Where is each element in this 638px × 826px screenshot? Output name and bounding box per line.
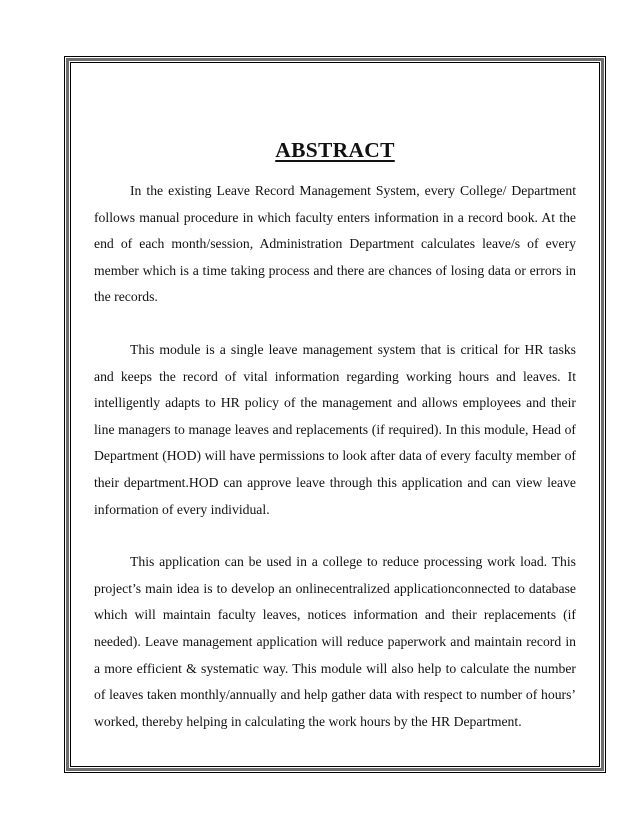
abstract-title: ABSTRACT bbox=[275, 138, 395, 162]
document-body bbox=[94, 136, 576, 735]
paragraph-module-overview: This module is a single leave management system that is critical for HR tasks and keeps the record of vital information regarding working hours and leaves. It intelligently adapts to HR policy of the management and allows employees and their line managers to manage leaves and replacements (if required). In this module, Head of Department (HOD) will have permissions to look after data of every faculty member of their department.HOD can approve leave through this application and can view leave information of every individual. bbox=[94, 341, 576, 517]
paragraph-spacer bbox=[94, 523, 576, 549]
paragraph-application-purpose: This application can be used in a college to reduce processing work load. This project’s main idea is to develop an onlinecentralized applicationconnected to database which will maintain faculty leaves, notices information and their replacements (if needed). Leave management application will reduce paperwork and maintain record in a more efficient & systematic way. This module will also help to calculate the number of leaves taken monthly/annually and help gather data with respect to number of hours’ worked, thereby helping in calculating the work hours by the HR Department. bbox=[94, 554, 576, 729]
paragraph-spacer bbox=[94, 311, 576, 337]
paragraph-existing-system: In the existing Leave Record Management System, every College/ Department follows manual procedure in which faculty enters information in a record book. At the end of each month/session, Administration Department calculates leave/s of every member which is a time taking process and there are chances of losing data or errors in the records. bbox=[94, 183, 576, 305]
